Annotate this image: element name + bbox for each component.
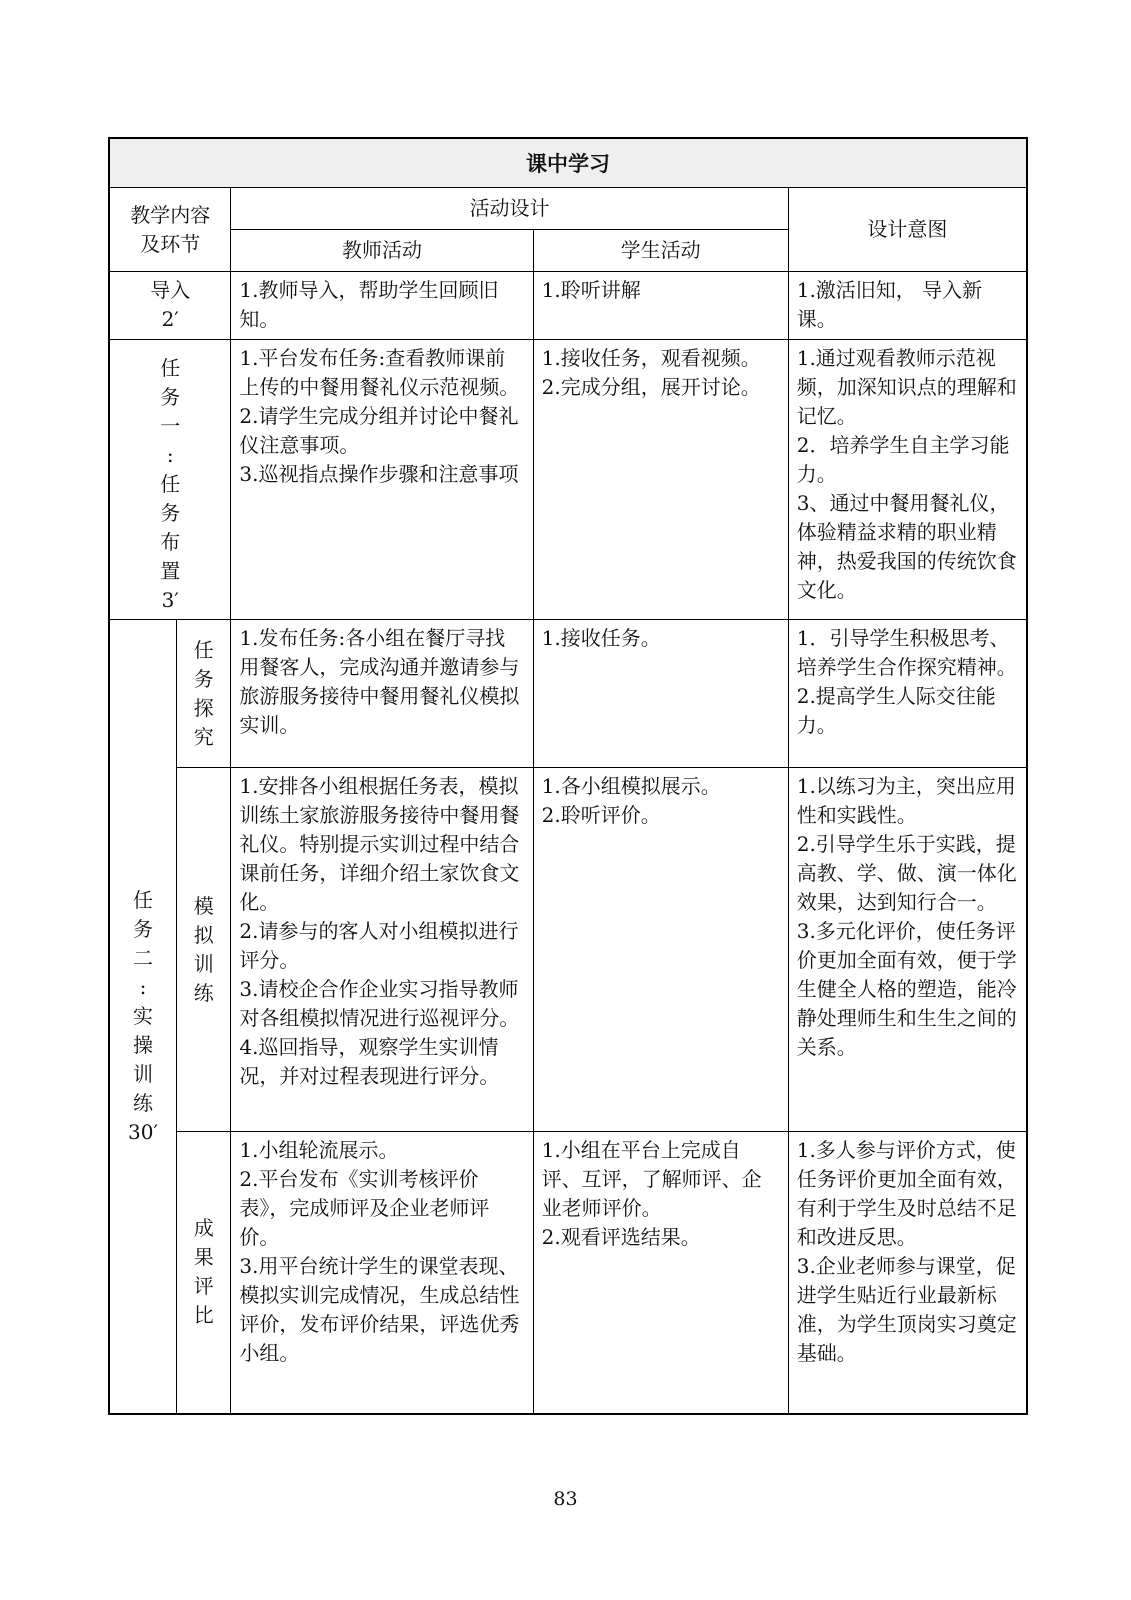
substage-simulate: 模 拟 训 练 (177, 768, 231, 1132)
stage-intro: 导入 2′ (109, 272, 231, 340)
evaluate-intent-cell: 1.多人参与评价方式，使任务评价更加全面有效，有利于学生及时总结不足和改进反思。 3.企业老师参与课堂，促进学生贴近行业最新标准，为学生顶岗实习奠定基础。 (788, 1132, 1027, 1414)
header-teacher-activity: 教师活动 (231, 230, 533, 272)
table-title-row (109, 138, 1027, 188)
header-content-stage: 教学内容 及环节 (109, 188, 231, 272)
header-activity-design: 活动设计 (231, 188, 788, 230)
task1-intent-cell: 1.通过观看教师示范视频，加深知识点的理解和记忆。 2．培养学生自主学习能力。 3、通过中餐用餐礼仪，体验精益求精的职业精神，热爱我国的传统饮食文化。 (788, 340, 1027, 620)
header-student-activity: 学生活动 (533, 230, 788, 272)
table-row-task1 (109, 340, 1027, 620)
stage-task1: 任 务 一 : 任 务 布 置 3′ (109, 340, 231, 620)
simulate-intent-cell: 1.以练习为主，突出应用性和实践性。 2.引导学生乐于实践，提高教、学、做、演一体化效果，达到知行合一。 3.多元化评价，使任务评价更加全面有效，便于学生健全人格的塑造，能冷静处理师生和生生之间的关系。 (788, 768, 1027, 1132)
header-row-1 (109, 188, 1027, 230)
intro-intent-cell: 1.激活旧知， 导入新课。 (788, 272, 1027, 340)
header-design-intent: 设计意图 (788, 188, 1027, 272)
evaluate-student-cell: 1.小组在平台上完成自评、互评，了解师评、企业老师评价。 2.观看评选结果。 (533, 1132, 788, 1414)
explore-teacher-cell: 1.发布任务:各小组在餐厅寻找用餐客人，完成沟通并邀请参与旅游服务接待中餐用餐礼仪模拟实训。 (231, 620, 533, 768)
table-row-task2-explore (109, 620, 1027, 768)
table-row-task2-simulate (109, 768, 1027, 1132)
simulate-teacher-cell: 1.安排各小组根据任务表，模拟训练土家旅游服务接待中餐用餐礼仪。特别提示实训过程中结合课前任务，详细介绍土家饮食文化。 2.请参与的客人对小组模拟进行评分。 3.请校企合作企业实习指导教师对各组模拟情况进行巡视评分。 4.巡回指导，观察学生实训情况，并对过程表现进行评分。 (231, 768, 533, 1132)
page-number: 83 (553, 1488, 578, 1510)
task1-teacher-cell: 1.平台发布任务:查看教师课前上传的中餐用餐礼仪示范视频。 2.请学生完成分组并讨论中餐礼仪注意事项。 3.巡视指点操作步骤和注意事项 (231, 340, 533, 620)
lesson-table (108, 137, 1028, 1415)
simulate-student-cell: 1.各小组模拟展示。 2.聆听评价。 (533, 768, 788, 1132)
intro-student-cell: 1.聆听讲解 (533, 272, 788, 340)
table-title: 课中学习 (109, 138, 1027, 188)
stage-task2: 任 务 二 : 实 操 训 练 30′ (109, 620, 177, 1414)
explore-student-cell: 1.接收任务。 (533, 620, 788, 768)
substage-evaluate: 成 果 评 比 (177, 1132, 231, 1414)
table-row-intro (109, 272, 1027, 340)
explore-intent-cell: 1．引导学生积极思考、培养学生合作探究精神。 2.提高学生人际交往能力。 (788, 620, 1027, 768)
intro-teacher-cell: 1.教师导入，帮助学生回顾旧知。 (231, 272, 533, 340)
substage-explore: 任 务 探 究 (177, 620, 231, 768)
evaluate-teacher-cell: 1.小组轮流展示。 2.平台发布《实训考核评价表》，完成师评及企业老师评价。 3.用平台统计学生的课堂表现、模拟实训完成情况，生成总结性评价，发布评价结果，评选优秀小组。 (231, 1132, 533, 1414)
task1-student-cell: 1.接收任务，观看视频。 2.完成分组，展开讨论。 (533, 340, 788, 620)
table-row-task2-evaluate (109, 1132, 1027, 1414)
